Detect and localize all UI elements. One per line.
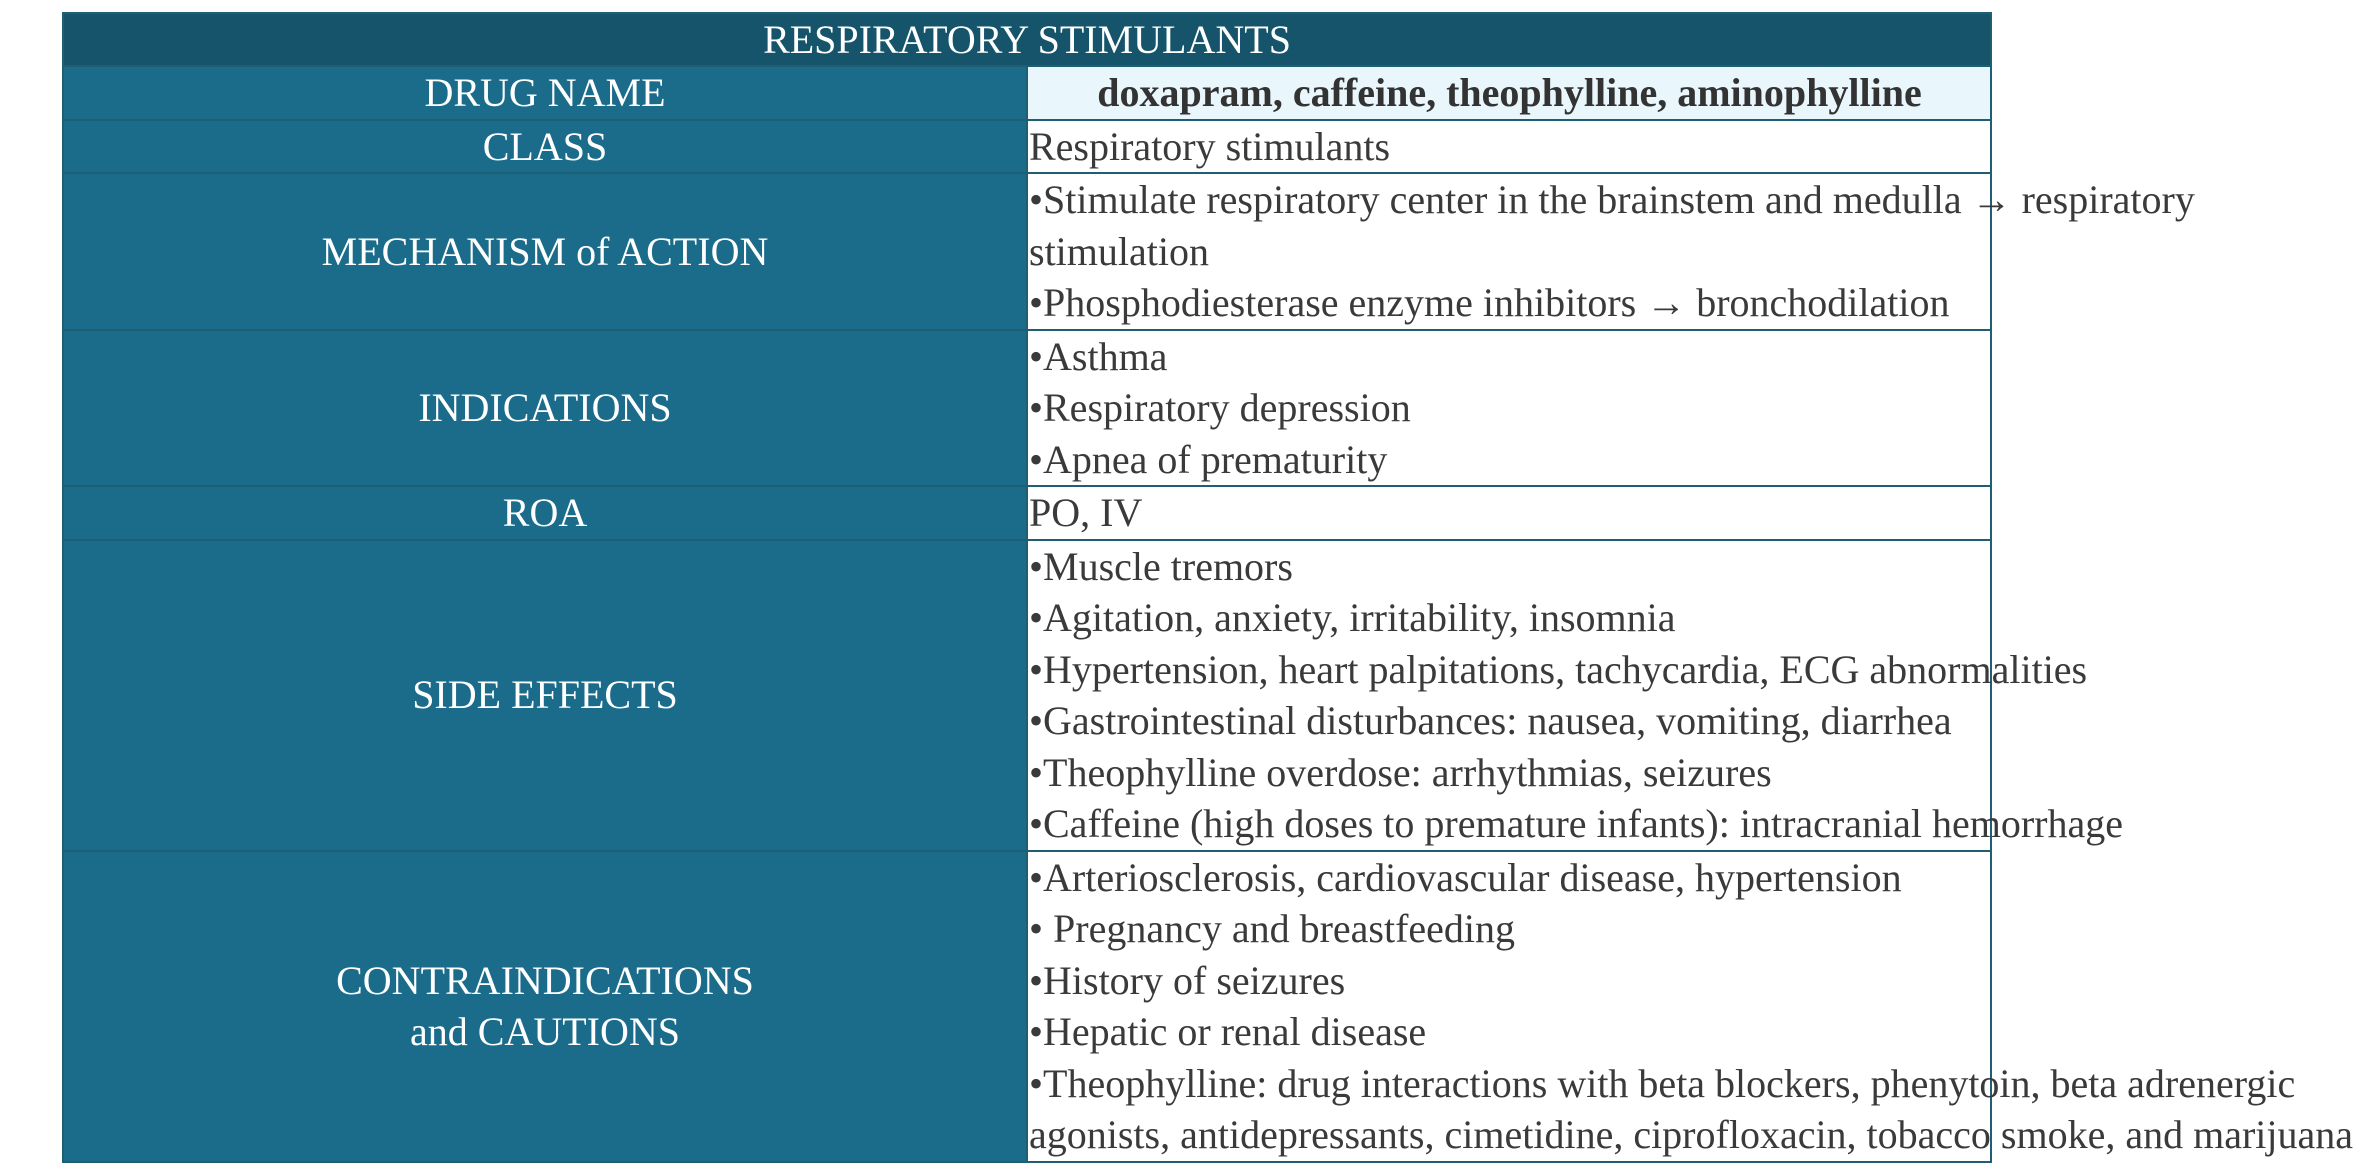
side-effect-item: •Agitation, anxiety, irritability, insomnia — [1029, 595, 1676, 640]
contraindications-label-line: and CAUTIONS — [410, 1009, 680, 1054]
indication-item: •Apnea of prematurity — [1029, 436, 1388, 482]
table-title-row — [63, 13, 1991, 66]
mechanism-line: stimulation — [1029, 228, 1209, 274]
contraindication-item: agonists, antidepressants, cimetidine, ciprofloxacin, tobacco smoke, and marijuana — [1029, 1112, 2353, 1157]
contraindications-value — [1027, 851, 2353, 1162]
drug-name-label: DRUG NAME — [63, 66, 1027, 120]
mechanism-value — [1027, 173, 2195, 330]
contraindications-label-line: CONTRAINDICATIONS — [336, 957, 754, 1003]
contraindication-item: •Arteriosclerosis, cardiovascular disease, hypertension — [1029, 854, 1902, 900]
table-title: RESPIRATORY STIMULANTS — [63, 13, 1991, 66]
drug-summary-table — [62, 12, 2353, 1163]
side-effect-item: •Gastrointestinal disturbances: nausea, vomiting, diarrhea — [1029, 698, 1952, 743]
side-effects-label: SIDE EFFECTS — [63, 540, 1027, 851]
indications-label: INDICATIONS — [63, 330, 1027, 487]
mechanism-label: MECHANISM of ACTION — [63, 173, 1027, 330]
mechanism-row — [63, 173, 1991, 330]
class-value: Respiratory stimulants — [1027, 120, 1991, 174]
class-label: CLASS — [63, 120, 1027, 174]
roa-value: PO, IV — [1027, 486, 1991, 540]
mechanism-line: •Stimulate respiratory center in the brainstem and medulla → respiratory — [1029, 177, 2195, 222]
roa-label: ROA — [63, 486, 1027, 540]
class-row — [63, 120, 1991, 174]
roa-row — [63, 486, 1991, 540]
side-effect-item: •Hypertension, heart palpitations, tachycardia, ECG abnormalities — [1029, 646, 2088, 692]
indication-item: •Respiratory depression — [1029, 385, 1411, 430]
contraindication-item: •History of seizures — [1029, 957, 1346, 1003]
contraindications-row — [63, 851, 1991, 1162]
indications-value — [1027, 330, 1991, 487]
indication-item: •Asthma — [1029, 333, 1168, 379]
side-effects-value — [1027, 540, 2123, 851]
contraindications-label — [63, 851, 1027, 1162]
indications-row — [63, 330, 1991, 487]
side-effect-item: •Muscle tremors — [1029, 543, 1293, 589]
side-effect-item: •Caffeine (high doses to premature infants): intracranial hemorrhage — [1029, 801, 2123, 846]
side-effects-row — [63, 540, 1991, 851]
drug-name-value: doxapram, caffeine, theophylline, aminophylline — [1027, 66, 1991, 120]
mechanism-line: •Phosphodiesterase enzyme inhibitors → bronchodilation — [1029, 280, 1950, 325]
contraindication-item: •Hepatic or renal disease — [1029, 1009, 1427, 1054]
contraindication-item: •Theophylline: drug interactions with beta blockers, phenytoin, beta adrenergic — [1029, 1060, 2296, 1106]
contraindication-item: • Pregnancy and breastfeeding — [1029, 906, 1516, 951]
side-effect-item: •Theophylline overdose: arrhythmias, seizures — [1029, 749, 1772, 795]
drug-name-row — [63, 66, 1991, 120]
